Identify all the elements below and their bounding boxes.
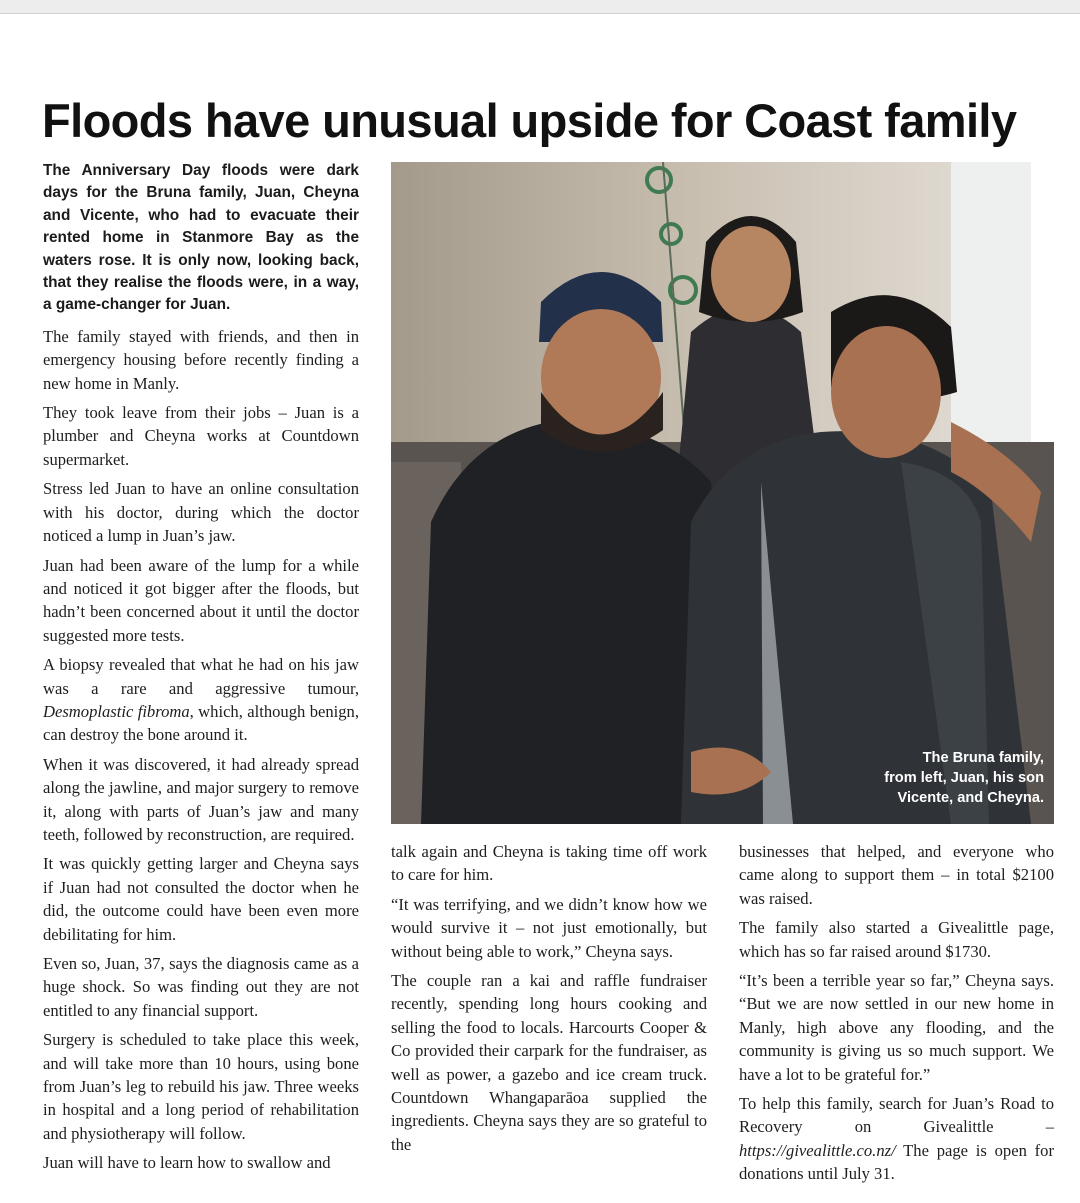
givealittle-link: https://givealittle.co.nz/ [739, 1140, 896, 1160]
photo-caption [884, 748, 1044, 808]
paragraph-text: The page is open for donations until July 31. [739, 1140, 1054, 1184]
article-column-3 [739, 840, 1054, 1192]
paragraph: Even so, Juan, 37, says the diagnosis came as a huge shock. So was finding out they are not entitled to any financial support. [43, 954, 359, 1020]
paragraph: The family also started a Givealittle page, which has so far raised around $1730. [739, 918, 1054, 961]
article-headline: Floods have unusual upside for Coast family [42, 94, 1017, 147]
paragraph: businesses that helped, and everyone who came along to support them – in total $2100 was raised. [739, 842, 1054, 908]
paragraph [43, 653, 359, 747]
paragraph: The couple ran a kai and raffle fundraiser recently, spending long hours cooking and selling the food to locals. Harcourts Cooper & Co provided their carpark for the fundraiser, as well as power, a gazebo and ice cream truck. Countdown Whangaparāoa supplied the ingredients. Cheyna says they are so grateful to the [391, 971, 707, 1154]
paragraph: Stress led Juan to have an online consultation with his doctor, during which the doctor noticed a lump in Juan’s jaw. [43, 479, 359, 546]
article-column-1 [43, 160, 359, 1181]
article-column-2 [391, 840, 707, 1162]
tumour-name: Desmoplastic fibroma [43, 701, 190, 721]
paragraph-text: , which, although benign, can destroy the bone around it. [43, 701, 360, 745]
paragraph: When it was discovered, it had already spread along the jawline, and major surgery to remove it, along with parts of Juan’s jaw and many teeth, followed by reconstruction, are required. [43, 754, 359, 844]
article-lede: The Anniversary Day floods were dark days for the Bruna family, Juan, Cheyna and Vicente, who had to evacuate their rented home in Stanmore Bay as the waters rose. It is only now, looking back, that they realise the floods were, in a way, a game-changer for Juan. [43, 162, 359, 314]
paragraph: Surgery is scheduled to take place this week, and will take more than 10 hours, using bone from Juan’s leg to rebuild his jaw. Three weeks in hospital and a long period of rehabilitation and physiotherapy will follow. [43, 1030, 359, 1143]
paragraph: Juan will have to learn how to swallow and [43, 1153, 331, 1173]
paragraph-text: To help this family, search for Juan’s Road to Recovery on Givealittle – [739, 1094, 1054, 1137]
family-photo [391, 162, 1054, 824]
caption-line: from left, Juan, his son [884, 770, 1044, 786]
paragraph: It was quickly getting larger and Cheyna says if Juan had not consulted the doctor when he did, the outcome could have been even more debilitating for him. [43, 854, 359, 944]
browser-top-bar [0, 0, 1080, 14]
paragraph: The family stayed with friends, and then in emergency housing before recently finding a new home in Manly. [43, 326, 359, 393]
paragraph: talk again and Cheyna is taking time off work to care for him. [391, 842, 707, 885]
family-photo-illustration [391, 162, 1054, 824]
paragraph: “It’s been a terrible year so far,” Cheyna says. “But we are now settled in our new home in Manly, high above any flooding, and the community is giving us so much support. We have a lot to be grateful for.” [739, 971, 1054, 1084]
paragraph: Juan had been aware of the lump for a while and noticed it got bigger after the floods, but hadn’t been concerned about it until the doctor suggested more tests. [43, 555, 359, 645]
paragraph-text: A biopsy revealed that what he had on his jaw was a rare and aggressive tumour, [43, 655, 359, 698]
paragraph: “It was terrifying, and we didn’t know how we would survive it – not just emotionally, but without being able to work,” Cheyna says. [391, 894, 707, 961]
caption-line: The Bruna family, [922, 750, 1044, 766]
paragraph [739, 1092, 1054, 1186]
paragraph: They took leave from their jobs – Juan is a plumber and Cheyna works at Countdown supermarket. [43, 403, 359, 469]
caption-line: Vicente, and Cheyna. [897, 790, 1044, 806]
